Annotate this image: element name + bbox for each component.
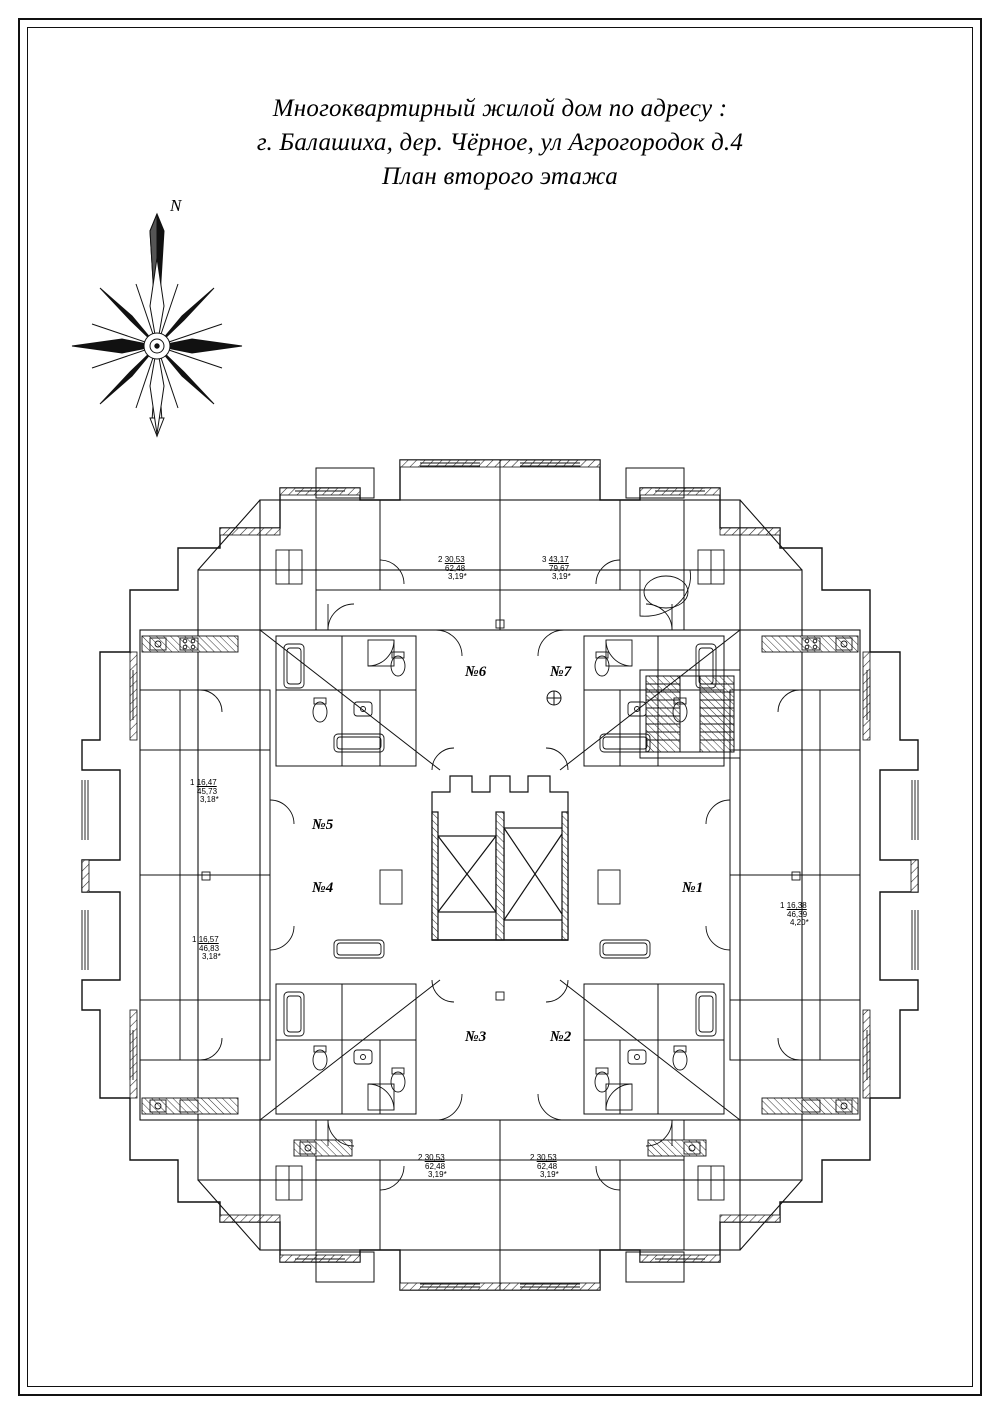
- rooms-count: 3: [542, 555, 547, 564]
- rooms-count: 2: [530, 1153, 535, 1162]
- floor-plan: [80, 440, 920, 1310]
- room-area: 16,38: [786, 901, 807, 910]
- compass-rose-icon: [62, 196, 252, 446]
- total-area: 62,48: [445, 563, 466, 573]
- ceiling-height: 3,18*: [202, 952, 221, 961]
- total-area: 79,67: [549, 563, 570, 573]
- title-line-2: г. Балашиха, дер. Чёрное, ул Агрогородок д.4: [256, 129, 744, 156]
- rooms-count: 2: [438, 555, 443, 564]
- room-area: 30,53: [424, 1153, 445, 1162]
- ceiling-height: 3,19*: [428, 1170, 447, 1179]
- apartment-label-7: №7: [550, 664, 572, 680]
- apartment-label-4: №4: [312, 880, 334, 896]
- area-stamp: [418, 1154, 447, 1180]
- area-stamp: [542, 556, 571, 582]
- ceiling-height: 3,18*: [200, 795, 219, 804]
- compass-rose: [62, 196, 252, 446]
- apartment-label-3: №3: [465, 1029, 487, 1045]
- area-stamp: [192, 936, 221, 962]
- title-line-3: План второго этажа: [382, 163, 618, 190]
- area-stamp: [780, 902, 809, 928]
- room-area: 30,53: [536, 1153, 557, 1162]
- apartment-label-6: №6: [465, 664, 487, 680]
- rooms-count: 1: [192, 935, 197, 944]
- title-line-1: Многоквартирный жилой дом по адресу :: [272, 95, 728, 122]
- rooms-count: 2: [418, 1153, 423, 1162]
- compass-north-label: N: [170, 196, 182, 215]
- ceiling-height: 3,19*: [448, 572, 467, 581]
- total-area: 46,39: [787, 909, 808, 919]
- floor-plan-drawing: [80, 440, 920, 1310]
- room-area: 43,17: [548, 555, 569, 564]
- page-title: [0, 92, 1000, 194]
- rooms-count: 1: [780, 901, 785, 910]
- room-area: 16,57: [198, 935, 219, 944]
- apartment-label-2: №2: [550, 1029, 572, 1045]
- ceiling-height: 3,19*: [540, 1170, 559, 1179]
- rooms-count: 1: [190, 778, 195, 787]
- total-area: 62,48: [537, 1161, 558, 1171]
- total-area: 46,83: [199, 943, 220, 953]
- area-stamp: [438, 556, 467, 582]
- total-area: 62,48: [425, 1161, 446, 1171]
- total-area: 45,73: [197, 786, 218, 796]
- area-stamp: [530, 1154, 559, 1180]
- apartment-label-1: №1: [682, 880, 704, 896]
- ceiling-height: 3,19*: [552, 572, 571, 581]
- room-area: 16,47: [196, 778, 217, 787]
- ceiling-height: 4,20*: [790, 918, 809, 927]
- area-stamp: [190, 779, 219, 805]
- room-area: 30,53: [444, 555, 465, 564]
- apartment-label-5: №5: [312, 817, 334, 833]
